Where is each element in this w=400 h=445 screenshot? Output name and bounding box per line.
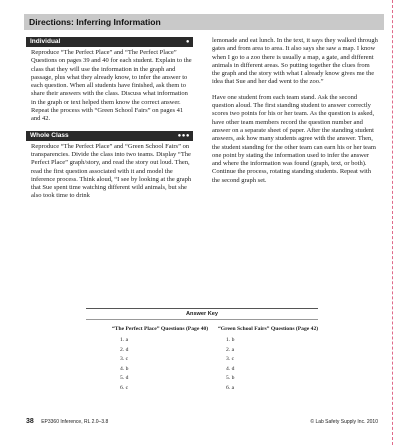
answer-key-columns <box>86 320 318 390</box>
right-paragraph-1: lemonade and eat lunch. In the text, it says they walked through gates and from area to area. It also says she saw a map. I know when I go to a zoo there is usually a map, a gate, and different animals in different areas. So putting together the clues from the graph and the story with what I already know gives me the idea that Sue and her dad went to the zoo.” <box>212 37 378 86</box>
page-footer <box>26 417 378 427</box>
answer-column-perfect-place <box>112 326 222 393</box>
answer-item: 6. c <box>120 384 129 391</box>
answer-item: 1. b <box>226 337 235 343</box>
answer-item: 1. a <box>120 337 129 343</box>
answer-item: 2. d <box>120 346 129 353</box>
section-bar-individual <box>26 37 193 47</box>
answer-item: 4. d <box>226 365 235 372</box>
individual-paragraph: Reproduce “The Perfect Place” and “The Perfect Place” Questions on pages 39 and 40 for each student. Explain to the class that they will use the information in the graph and passage, plus what they already know, to infer the answer to each question. When all students have finished, ask them to share their answers with the class. Discuss what information in the graph or text helped them know the correct answer. Repeat the process with “Green School Fairs” on pages 41 and 42. <box>31 49 192 123</box>
section-label-individual: Individual <box>30 38 61 45</box>
page-title: Directions: Inferring Information <box>24 14 384 30</box>
answer-item: 5. d <box>120 375 129 381</box>
answer-column-heading: “Green School Fairs” Questions (Page 42) <box>218 326 319 332</box>
answer-key <box>86 308 318 390</box>
answer-column-heading: “The Perfect Place” Questions (Page 40) <box>112 326 209 332</box>
answer-item: 5. b <box>226 375 235 381</box>
section-bar-whole-class <box>26 131 193 141</box>
answer-item: 3. c <box>120 356 129 362</box>
answer-column-green-school-fairs <box>218 326 328 393</box>
copyright: © Lab Safety Supply Inc. 2010 <box>310 419 378 425</box>
section-label-whole-class: Whole Class <box>30 131 69 139</box>
answer-item: 2. a <box>226 346 235 353</box>
page-number: 38 <box>26 418 34 425</box>
single-dot-icon: ● <box>185 39 190 45</box>
product-code: EP3360 Inference, RL 2.0–3.8 <box>41 419 109 425</box>
answer-item: 3. c <box>226 356 235 362</box>
answer-item: 6. a <box>226 384 235 391</box>
left-column <box>26 37 193 208</box>
triple-dot-icon: ●●● <box>177 132 190 139</box>
right-paragraph-2: Have one student from each team stand. Ask the second question aloud. The first standing student to answer correctly scores two points for his or her team. As the question is asked, have other team members record the question number and answer on a separate sheet of paper. After the standing student answers, ask how many students agree with the answer. Then, the student standing for the other team can earn his or her team one point by stating the information used to infer the answer and where the information was found (graph, text, or both). Continue the process, rotating standing students. Repeat with the second graph set. <box>212 93 376 184</box>
whole-class-paragraph: Reproduce “The Perfect Place” and “Green School Fairs” on transparencies. Divide the class into two teams. Display “The Perfect Place” graph/story, and read the story out loud. Then, read the first question associated with it and model the inference process. Think aloud, “I see by looking at the graph that Sue spent time watching different wild animals, but she also took time to drink <box>31 142 192 200</box>
answer-key-title: Answer Key <box>185 311 219 317</box>
answer-item: 4. b <box>120 365 129 372</box>
perforation-line <box>392 0 393 445</box>
right-column <box>212 37 379 192</box>
